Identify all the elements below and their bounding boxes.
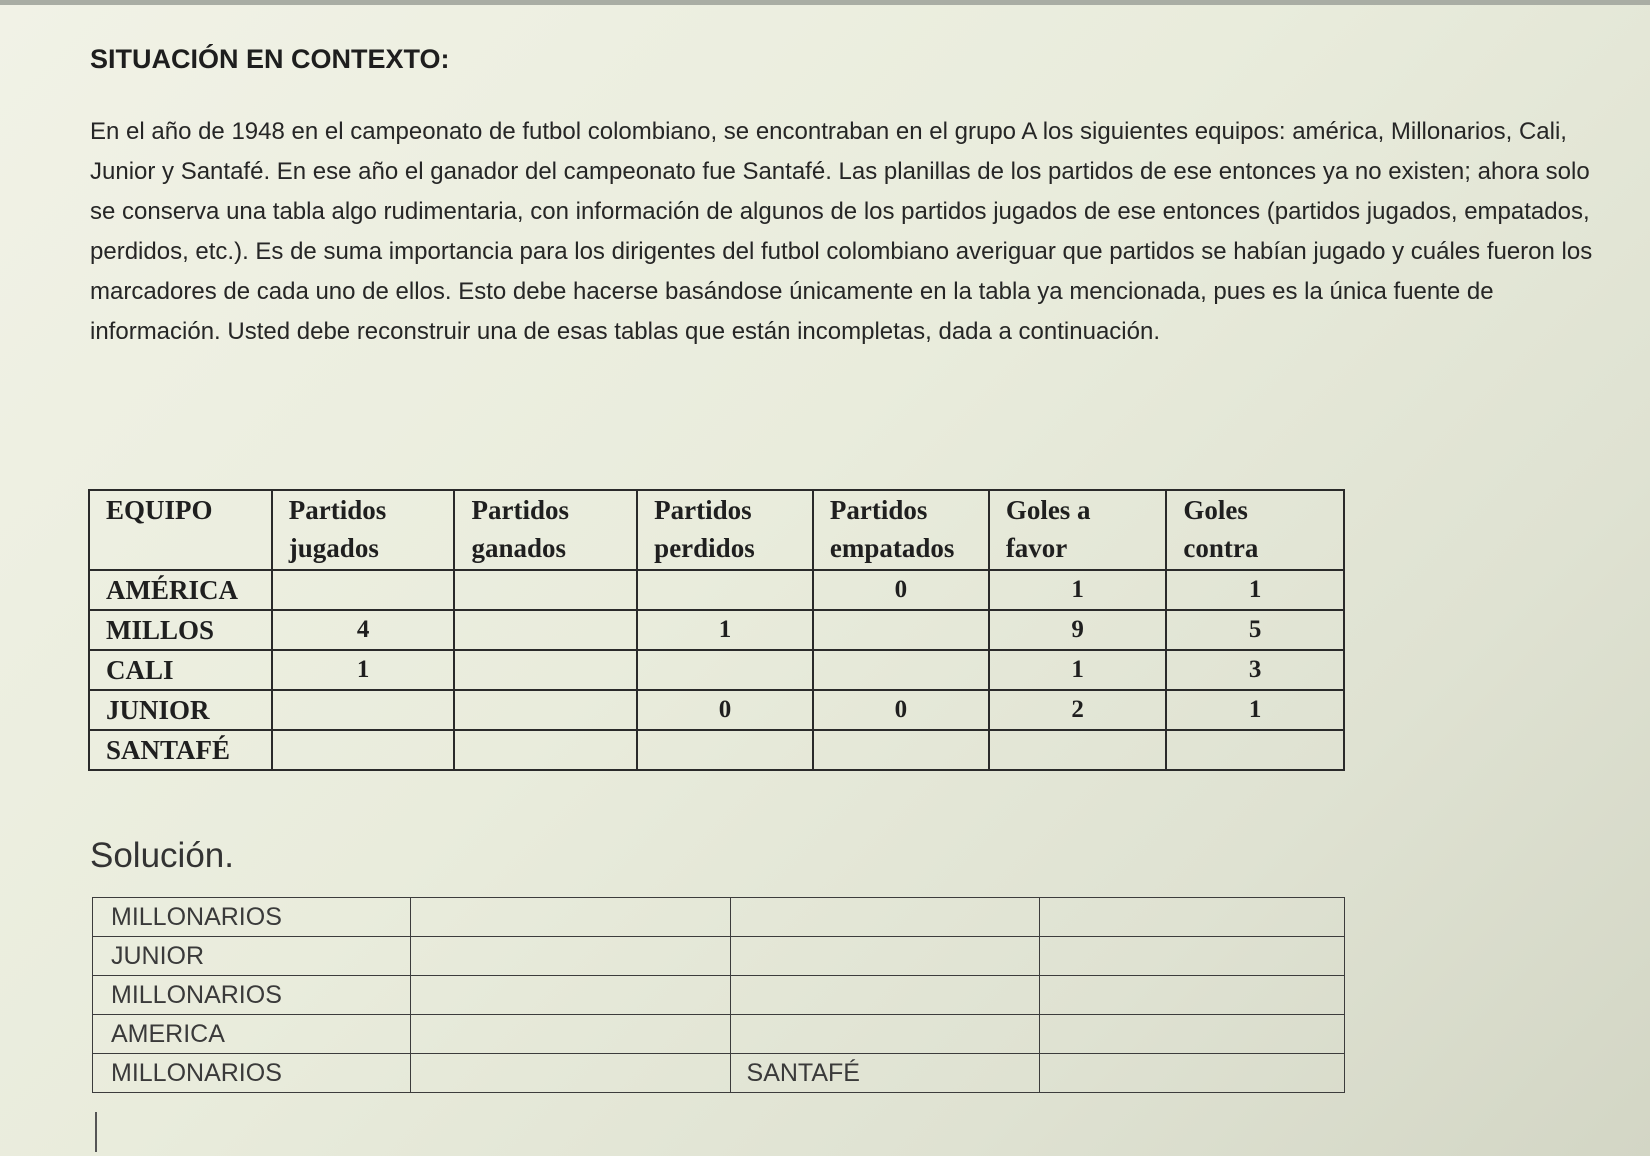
solution-table: [92, 897, 1345, 1093]
home-score-cell: [410, 937, 730, 976]
partidos-ganados-cell: [454, 690, 637, 730]
home-team-cell: MILLONARIOS: [93, 898, 411, 937]
away-team-cell: SANTAFÉ: [730, 1054, 1040, 1093]
goles-favor-cell: [989, 730, 1167, 770]
partidos-ganados-cell: [454, 610, 637, 650]
partidos-ganados-cell: [454, 570, 637, 610]
standings-table: [88, 489, 1345, 771]
away-score-cell: [1040, 1015, 1345, 1054]
team-name: MILLOS: [89, 610, 272, 650]
home-score-cell: [410, 1015, 730, 1054]
partidos-empatados-cell: [813, 650, 989, 690]
header-partidos-perdidos: Partidos perdidos: [637, 490, 813, 570]
partidos-jugados-cell: [272, 690, 455, 730]
away-score-cell: [1040, 937, 1345, 976]
goles-contra-cell: [1166, 730, 1344, 770]
home-team-cell: MILLONARIOS: [93, 1054, 411, 1093]
page-top-edge: [0, 0, 1650, 5]
goles-contra-cell: 1: [1166, 690, 1344, 730]
header-partidos-jugados: Partidos jugados: [272, 490, 455, 570]
goles-favor-cell: 9: [989, 610, 1167, 650]
solution-row: [93, 937, 1345, 976]
partidos-jugados-cell: [272, 570, 455, 610]
goles-contra-cell: 1: [1166, 570, 1344, 610]
header-goles-a-favor: Goles a favor: [989, 490, 1167, 570]
partidos-perdidos-cell: [637, 730, 813, 770]
partidos-perdidos-cell: [637, 570, 813, 610]
away-team-cell: [730, 1015, 1040, 1054]
partidos-jugados-cell: 4: [272, 610, 455, 650]
goles-favor-cell: 1: [989, 650, 1167, 690]
partidos-ganados-cell: [454, 650, 637, 690]
partidos-empatados-cell: [813, 730, 989, 770]
solution-row: [93, 976, 1345, 1015]
team-name: SANTAFÉ: [89, 730, 272, 770]
goles-favor-cell: 1: [989, 570, 1167, 610]
goles-contra-cell: 5: [1166, 610, 1344, 650]
table-edge-line: [95, 1112, 97, 1152]
partidos-empatados-cell: [813, 610, 989, 650]
partidos-empatados-cell: 0: [813, 690, 989, 730]
away-team-cell: [730, 898, 1040, 937]
partidos-empatados-cell: 0: [813, 570, 989, 610]
header-goles-contra: Goles contra: [1166, 490, 1344, 570]
partidos-jugados-cell: 1: [272, 650, 455, 690]
table-row: [89, 690, 1344, 730]
home-team-cell: MILLONARIOS: [93, 976, 411, 1015]
context-paragraph: En el año de 1948 en el campeonato de futbol colombiano, se encontraban en el grupo A los siguientes equipos: américa, Millonarios, Cali, Junior y Santafé. En ese año el ganador del campeonato fue Santafé. Las planillas de los partidos de ese entonces ya no existen; ahora solo se conserva una tabla algo rudimentaria, con información de algunos de los partidos jugados de ese entonces (partidos jugados, empatados, perdidos, etc.). Es de suma importancia para los dirigentes del futbol colombiano averiguar que partidos se habían jugado y cuáles fueron los marcadores de cada uno de ellos. Esto debe hacerse basándose únicamente en la tabla ya mencionada, pues es la única fuente de información. Usted debe reconstruir una de esas tablas que están incompletas, dada a continuación.: [90, 118, 1593, 345]
section-heading: SITUACIÓN EN CONTEXTO:: [90, 44, 450, 74]
goles-contra-cell: 3: [1166, 650, 1344, 690]
header-partidos-ganados: Partidos ganados: [454, 490, 637, 570]
solution-row: [93, 1054, 1345, 1093]
home-team-cell: AMERICA: [93, 1015, 411, 1054]
table-row: [89, 610, 1344, 650]
home-score-cell: [410, 898, 730, 937]
away-score-cell: [1040, 976, 1345, 1015]
goles-favor-cell: 2: [989, 690, 1167, 730]
solution-row: [93, 898, 1345, 937]
home-score-cell: [410, 1054, 730, 1093]
home-team-cell: JUNIOR: [93, 937, 411, 976]
solution-label: Solución.: [90, 836, 234, 875]
partidos-perdidos-cell: [637, 650, 813, 690]
partidos-ganados-cell: [454, 730, 637, 770]
header-equipo: EQUIPO: [89, 490, 272, 570]
table-row: [89, 570, 1344, 610]
header-partidos-empatados: Partidos empatados: [813, 490, 989, 570]
home-score-cell: [410, 976, 730, 1015]
away-team-cell: [730, 976, 1040, 1015]
away-score-cell: [1040, 898, 1345, 937]
team-name: JUNIOR: [89, 690, 272, 730]
away-score-cell: [1040, 1054, 1345, 1093]
table-row: [89, 730, 1344, 770]
team-name: CALI: [89, 650, 272, 690]
solution-row: [93, 1015, 1345, 1054]
partidos-perdidos-cell: 1: [637, 610, 813, 650]
away-team-cell: [730, 937, 1040, 976]
partidos-jugados-cell: [272, 730, 455, 770]
partidos-perdidos-cell: 0: [637, 690, 813, 730]
team-name: AMÉRICA: [89, 570, 272, 610]
table-row: [89, 650, 1344, 690]
standings-header-row: [89, 490, 1344, 570]
